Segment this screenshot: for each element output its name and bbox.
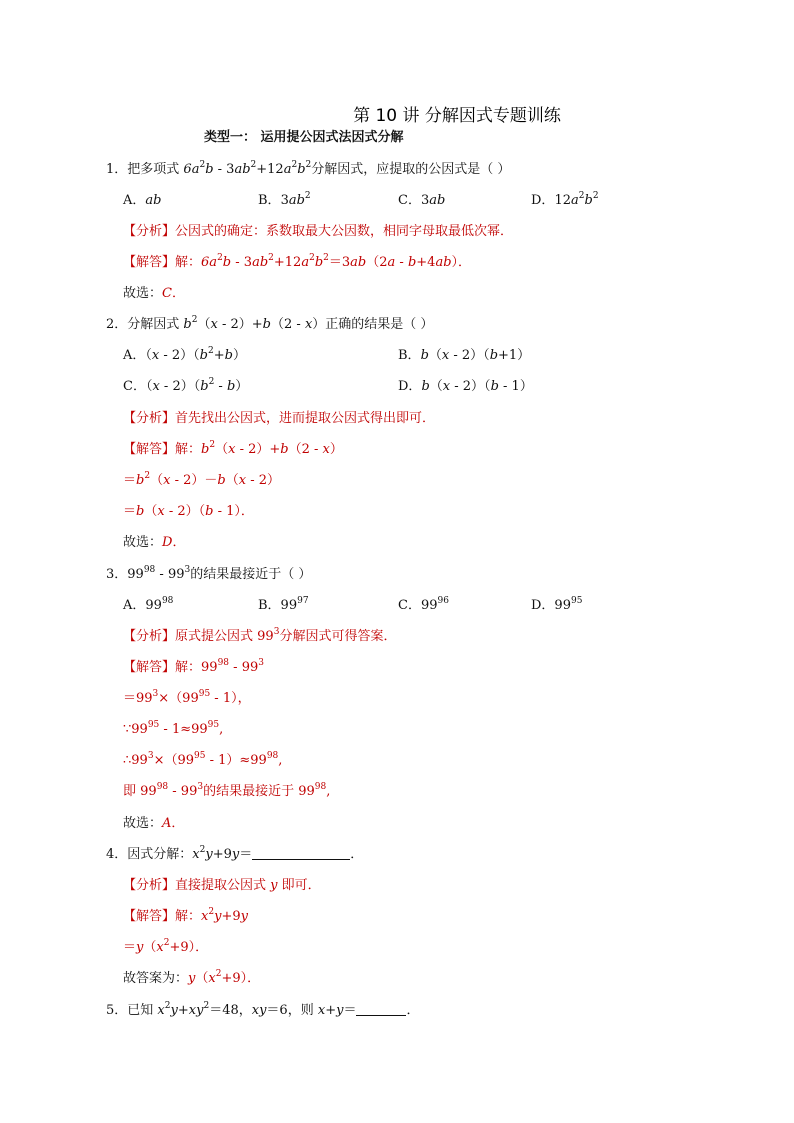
answer-3-step-4: 即 $99^{98} - 99^3$的结果最接近于 $99^{98}$,: [123, 782, 331, 799]
option-a: A．ab: [123, 193, 162, 208]
question-5: 5．已知 $x^2y+xy^2=48$，xy＝6，则 x+y＝ ．: [106, 1001, 420, 1018]
option-c: C．3ab: [398, 193, 446, 208]
answer-3-step-3: $\therefore 99^3\times(99^{95} - 1)\approx 99^{98}$,: [123, 751, 283, 768]
option-a: A．$(x - 2)(b^2+b)$: [123, 346, 246, 363]
answer-2-step-1: $=b^2(x - 2)-b(x - 2)$: [123, 471, 280, 488]
option-d: D．$99^{95}$: [531, 596, 583, 613]
choice-2: 故选：D．: [123, 535, 186, 550]
analysis-2: 【分析】首先找出公因式，进而提取公因式得出即可．: [123, 411, 436, 426]
option-c: C．$(x - 2)(b^2 - b)$: [123, 377, 249, 394]
answer-3-step-2: $\because 99^{95} - 1\approx 99^{95}$,: [123, 720, 224, 737]
question-1: 1．把多项式 $6a^2b - 3ab^2+12a^2b^2$分解因式，应提取的公因式是（ ）: [106, 160, 511, 177]
option-d: D．$12a^2b^2$: [531, 191, 599, 208]
choice-3: 故选：A．: [123, 816, 185, 831]
answer-4: 【解答】解：$x^2y+9y$: [123, 907, 248, 924]
option-d: D．b（x - 2）（b - 1）: [398, 379, 533, 394]
option-b: B．$3ab^2$: [258, 191, 311, 208]
answer-blank: [252, 847, 350, 860]
analysis-4: 【分析】直接提取公因式 y 即可．: [123, 878, 321, 893]
answer-2: 【解答】解：$b^2(x - 2)+b(2 - x)$: [123, 440, 343, 457]
answer-3-step-1: $=99^3\times(99^{95} - 1)$，: [123, 689, 251, 706]
answer-3: 【解答】解：$99^{98} - 99^3$: [123, 658, 264, 675]
analysis-3: 【分析】原式提公因式 $99^3$分解因式可得答案．: [123, 627, 397, 644]
option-b: B．$99^{97}$: [258, 596, 309, 613]
page-title: 第 10 讲 分解因式专题训练: [353, 106, 561, 126]
question-2: 2．分解因式 $b^2(x - 2)+b(2 - x)$正确的结果是（ ）: [106, 315, 434, 332]
answer-1: 【解答】解：$6a^2b - 3ab^2+12a^2b^2=3ab(2a - b+4ab)$．: [123, 253, 472, 270]
question-4: 4．因式分解：$x^2y+9y=$ ．: [106, 845, 364, 862]
option-a: A．$99^{98}$: [123, 596, 174, 613]
final-answer-4: 故答案为：$y(x^2+9)$．: [123, 969, 261, 986]
option-c: C．$99^{96}$: [398, 596, 449, 613]
choice-1: 故选：C．: [123, 286, 185, 301]
option-b: B．b（x - 2）（b+1）: [398, 348, 531, 363]
answer-blank: [356, 1003, 406, 1016]
section-subtitle: 类型一： 运用提公因式法因式分解: [204, 130, 404, 145]
answer-2-step-2: ＝b（x - 2）（b - 1）．: [123, 504, 254, 519]
analysis-1: 【分析】公因式的确定：系数取最大公因数，相同字母取最低次幂．: [123, 224, 514, 239]
question-number: 1．: [106, 162, 128, 177]
answer-4-step-1: $=y(x^2+9)$．: [123, 938, 209, 955]
question-3: 3．$99^{98} - 99^3$的结果最接近于（ ）: [106, 565, 312, 582]
